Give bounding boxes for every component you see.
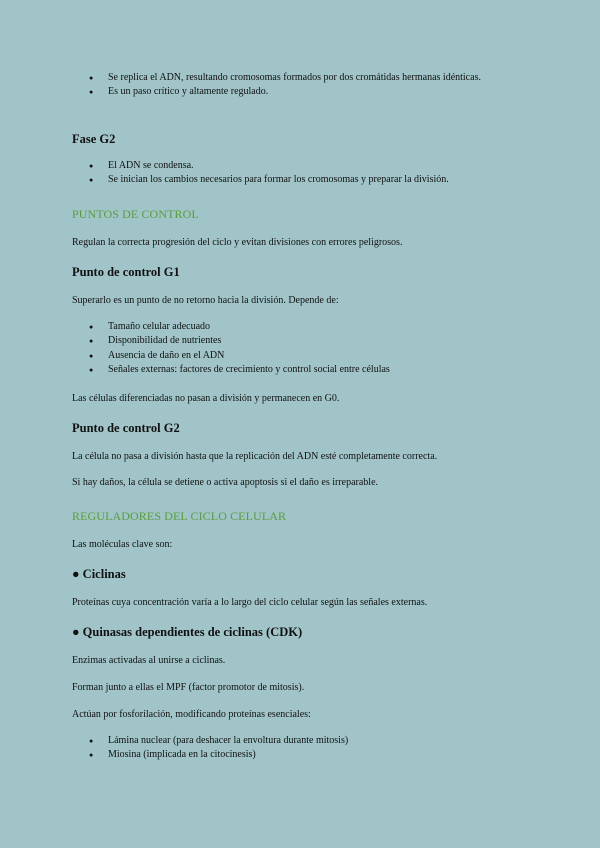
- list-item: ● Tamaño celular adecuado: [72, 320, 542, 334]
- puntos-control-heading: PUNTOS DE CONTROL: [72, 207, 199, 221]
- reguladores-heading: REGULADORES DEL CICLO CELULAR: [72, 509, 287, 523]
- list-item: ● Ausencia de daño en el ADN: [72, 349, 542, 363]
- fase-g2-list: [72, 159, 542, 188]
- list-item: ● Se replica el ADN, resultando cromosomas formados por dos cromátidas hermanas idénticas.: [72, 71, 542, 85]
- punto-g1-list: [72, 320, 542, 378]
- fase-g2-heading: Fase G2: [72, 132, 116, 146]
- list-item: ● Se inician los cambios necesarios para formar los cromosomas y preparar la división.: [72, 173, 542, 187]
- punto-g2-p1: La célula no pasa a división hasta que la replicación del ADN esté completamente correcta.: [72, 451, 438, 462]
- punto-g2-p2: Si hay daños, la célula se detiene o activa apoptosis si el daño es irreparable.: [72, 477, 379, 488]
- puntos-control-intro: Regulan la correcta progresión del ciclo y evitan divisiones con errores peligrosos.: [72, 237, 403, 248]
- cdk-list: [72, 734, 542, 763]
- replication-list: [72, 71, 542, 100]
- cdk-p1: Enzimas activadas al unirse a ciclinas.: [72, 655, 226, 666]
- ciclinas-heading: ● Ciclinas: [72, 567, 126, 581]
- punto-g2-heading: Punto de control G2: [72, 421, 180, 435]
- reguladores-intro: Las moléculas clave son:: [72, 539, 173, 550]
- cdk-p3: Actúan por fosforilación, modificando proteínas esenciales:: [72, 709, 311, 720]
- list-item: ● Señales externas: factores de crecimiento y control social entre células: [72, 363, 542, 377]
- list-item: ● Lámina nuclear (para deshacer la envoltura durante mitosis): [72, 734, 542, 748]
- list-item: ● Miosina (implicada en la citocinesis): [72, 748, 542, 762]
- cdk-heading: ● Quinasas dependientes de ciclinas (CDK): [72, 625, 303, 639]
- list-item: ● El ADN se condensa.: [72, 159, 542, 173]
- punto-g1-intro: Superarlo es un punto de no retorno hacia la división. Depende de:: [72, 295, 339, 306]
- ciclinas-text: Proteínas cuya concentración varía a lo largo del ciclo celular según las señales externas.: [72, 597, 428, 608]
- list-item: ● Disponibilidad de nutrientes: [72, 334, 542, 348]
- cdk-p2: Forman junto a ellas el MPF (factor promotor de mitosis).: [72, 682, 305, 693]
- punto-g1-heading: Punto de control G1: [72, 265, 180, 279]
- punto-g1-note: Las células diferenciadas no pasan a división y permanecen en G0.: [72, 393, 340, 404]
- list-item: ● Es un paso crítico y altamente regulado.: [72, 85, 542, 99]
